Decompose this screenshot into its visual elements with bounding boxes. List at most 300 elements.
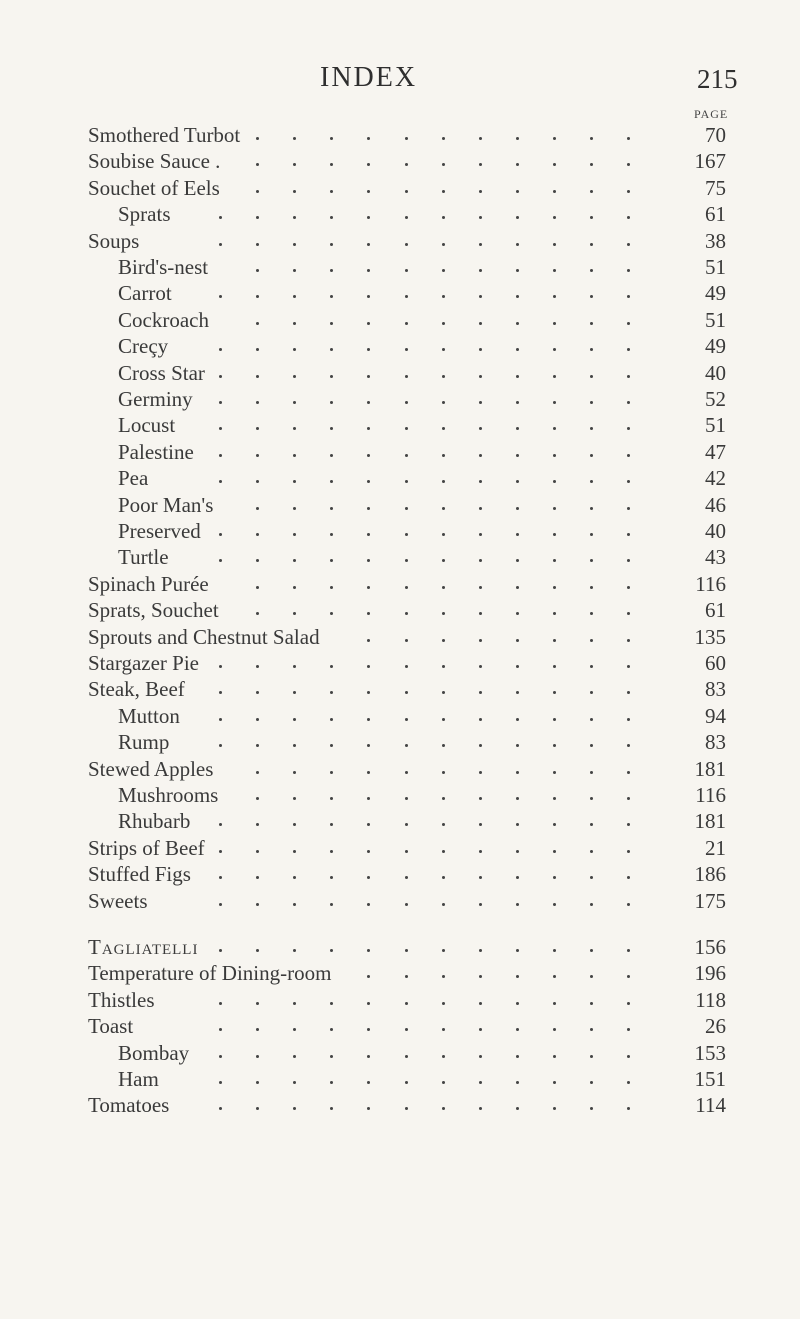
leader-dot <box>367 269 370 272</box>
leader-dot <box>293 876 296 879</box>
leader-dot <box>479 507 482 510</box>
leader-dot <box>590 744 593 747</box>
index-entry <box>0 386 800 412</box>
index-term: Ham <box>118 1067 159 1091</box>
leader-dot <box>479 163 482 166</box>
leader-dot <box>553 243 556 246</box>
leader-dot <box>627 975 630 978</box>
leader-dot <box>256 1028 259 1031</box>
leader-dot <box>256 586 259 589</box>
leader-dot <box>553 322 556 325</box>
dot-leader <box>0 808 660 834</box>
dot-leader <box>0 439 660 465</box>
leader-dot <box>516 876 519 879</box>
leader-dot <box>627 190 630 193</box>
leader-dot <box>516 718 519 721</box>
dot-leader <box>0 412 660 438</box>
leader-dot <box>330 1081 333 1084</box>
leader-dot <box>219 1107 222 1110</box>
leader-dot <box>219 559 222 562</box>
leader-dot <box>627 559 630 562</box>
index-entry <box>0 280 800 306</box>
leader-dot <box>627 243 630 246</box>
leader-dot <box>293 401 296 404</box>
leader-dot <box>367 639 370 642</box>
leader-dot <box>256 163 259 166</box>
leader-dot <box>330 533 333 536</box>
leader-dot <box>627 216 630 219</box>
leader-dot <box>553 401 556 404</box>
leader-dot <box>256 718 259 721</box>
leader-dot <box>627 1081 630 1084</box>
index-page-ref: 175 <box>694 888 726 913</box>
leader-dot <box>442 797 445 800</box>
index-term: Poor Man's <box>118 492 214 517</box>
leader-dot <box>367 691 370 694</box>
leader-dot <box>627 375 630 378</box>
leader-dot <box>442 454 445 457</box>
leader-dot <box>293 1107 296 1110</box>
leader-dot <box>367 797 370 800</box>
leader-dot <box>627 480 630 483</box>
index-page-ref: 116 <box>695 783 726 807</box>
leader-dot <box>367 1107 370 1110</box>
index-entry <box>0 201 800 227</box>
leader-dot <box>590 533 593 536</box>
leader-dot <box>627 823 630 826</box>
leader-dot <box>330 1028 333 1031</box>
index-term: Tagliatelli <box>88 935 199 959</box>
index-term: Stuffed Figs <box>88 862 191 887</box>
leader-dot <box>590 876 593 879</box>
index-page-ref: 186 <box>694 862 726 887</box>
index-entry <box>0 228 800 254</box>
index-page-ref: 153 <box>694 1040 726 1065</box>
index-page-ref: 70 <box>705 123 726 147</box>
leader-dot <box>516 639 519 642</box>
leader-dot <box>405 823 408 826</box>
leader-dot <box>627 1055 630 1058</box>
leader-dot <box>516 1002 519 1005</box>
leader-dot <box>293 243 296 246</box>
leader-dot <box>516 401 519 404</box>
index-entry <box>0 544 800 570</box>
leader-dot <box>256 949 259 952</box>
leader-dot <box>442 771 445 774</box>
leader-dot <box>405 665 408 668</box>
leader-dot <box>256 480 259 483</box>
leader-dot <box>293 1081 296 1084</box>
index-page-ref: 181 <box>694 809 726 834</box>
index-entry <box>0 960 800 986</box>
leader-dot <box>330 454 333 457</box>
leader-dot <box>442 823 445 826</box>
index-term: Toast <box>88 1014 134 1039</box>
leader-dot <box>330 1107 333 1110</box>
dot-leader <box>0 465 660 491</box>
leader-dot <box>256 507 259 510</box>
leader-dot <box>219 401 222 404</box>
index-page-ref: 47 <box>705 439 726 464</box>
leader-dot <box>367 295 370 298</box>
index-term: Pea <box>118 466 149 491</box>
leader-dot <box>516 269 519 272</box>
leader-dot <box>330 243 333 246</box>
leader-dot <box>590 797 593 800</box>
leader-dot <box>479 243 482 246</box>
leader-dot <box>627 876 630 879</box>
leader-dot <box>293 533 296 536</box>
leader-dot <box>405 243 408 246</box>
leader-dot <box>330 507 333 510</box>
index-page-ref: 167 <box>694 149 726 174</box>
index-term: Tomatoes <box>88 1093 170 1118</box>
leader-dot <box>516 586 519 589</box>
leader-dot <box>442 586 445 589</box>
leader-dot <box>330 348 333 351</box>
leader-dot <box>330 744 333 747</box>
leader-dot <box>553 903 556 906</box>
leader-dot <box>442 949 445 952</box>
leader-dot <box>367 559 370 562</box>
dot-leader <box>0 782 660 808</box>
leader-dot <box>516 949 519 952</box>
page-title: INDEX <box>320 62 418 93</box>
leader-dot <box>479 850 482 853</box>
leader-dot <box>405 348 408 351</box>
leader-dot <box>590 612 593 615</box>
leader-dot <box>405 559 408 562</box>
leader-dot <box>256 876 259 879</box>
index-term: Stewed Apples <box>88 756 214 781</box>
index-entry <box>0 934 800 960</box>
leader-dot <box>293 823 296 826</box>
index-term: Mutton <box>118 703 180 728</box>
leader-dot <box>293 163 296 166</box>
leader-dot <box>479 216 482 219</box>
leader-dot <box>405 454 408 457</box>
leader-dot <box>256 375 259 378</box>
leader-dot <box>590 1055 593 1058</box>
leader-dot <box>256 401 259 404</box>
dot-leader <box>0 333 660 359</box>
leader-dot <box>553 295 556 298</box>
leader-dot <box>219 949 222 952</box>
leader-dot <box>627 163 630 166</box>
leader-dot <box>405 771 408 774</box>
leader-dot <box>256 454 259 457</box>
leader-dot <box>590 190 593 193</box>
leader-dot <box>479 586 482 589</box>
leader-dot <box>367 190 370 193</box>
leader-dot <box>590 903 593 906</box>
leader-dot <box>553 454 556 457</box>
leader-dot <box>256 823 259 826</box>
leader-dot <box>516 1107 519 1110</box>
leader-dot <box>516 823 519 826</box>
leader-dot <box>442 163 445 166</box>
index-page-ref: 61 <box>705 598 726 623</box>
leader-dot <box>479 322 482 325</box>
leader-dot <box>479 1107 482 1110</box>
leader-dot <box>367 1002 370 1005</box>
leader-dot <box>590 1107 593 1110</box>
index-entry <box>0 597 800 623</box>
leader-dot <box>516 322 519 325</box>
leader-dot <box>590 1028 593 1031</box>
index-page-ref: 118 <box>695 987 726 1012</box>
leader-dot <box>405 163 408 166</box>
leader-dot <box>627 797 630 800</box>
index-entry <box>0 756 800 782</box>
leader-dot <box>367 771 370 774</box>
leader-dot <box>219 850 222 853</box>
leader-dot <box>256 744 259 747</box>
leader-dot <box>367 243 370 246</box>
leader-dot <box>553 1055 556 1058</box>
leader-dot <box>293 1055 296 1058</box>
leader-dot <box>516 507 519 510</box>
leader-dot <box>256 612 259 615</box>
leader-dot <box>256 190 259 193</box>
leader-dot <box>553 427 556 430</box>
leader-dot <box>293 454 296 457</box>
leader-dot <box>219 480 222 483</box>
leader-dot <box>293 718 296 721</box>
leader-dot <box>367 137 370 140</box>
leader-dot <box>330 559 333 562</box>
leader-dot <box>590 454 593 457</box>
leader-dot <box>405 1028 408 1031</box>
leader-dot <box>479 823 482 826</box>
leader-dot <box>219 744 222 747</box>
index-term: Carrot <box>118 281 172 306</box>
leader-dot <box>256 322 259 325</box>
index-term: Mushrooms <box>118 783 219 807</box>
index-entry <box>0 1066 800 1092</box>
leader-dot <box>367 401 370 404</box>
leader-dot <box>516 612 519 615</box>
leader-dot <box>479 612 482 615</box>
leader-dot <box>367 975 370 978</box>
leader-dot <box>330 401 333 404</box>
leader-dot <box>553 375 556 378</box>
leader-dot <box>219 1081 222 1084</box>
index-entry <box>0 1092 800 1118</box>
index-term: Thistles <box>88 987 155 1012</box>
leader-dot <box>405 949 408 952</box>
leader-dot <box>442 612 445 615</box>
leader-dot <box>293 949 296 952</box>
leader-dot <box>330 797 333 800</box>
index-entry <box>0 624 800 650</box>
leader-dot <box>627 639 630 642</box>
dot-leader <box>0 729 660 755</box>
leader-dot <box>553 691 556 694</box>
leader-dot <box>479 1055 482 1058</box>
leader-dot <box>367 375 370 378</box>
leader-dot <box>405 797 408 800</box>
index-term: Cross Star <box>118 360 205 385</box>
leader-dot <box>627 137 630 140</box>
leader-dot <box>627 744 630 747</box>
leader-dot <box>442 975 445 978</box>
leader-dot <box>367 612 370 615</box>
index-term: Strips of Beef <box>88 835 205 860</box>
dot-leader <box>0 544 660 570</box>
index-page-ref: 151 <box>694 1067 726 1091</box>
leader-dot <box>627 1107 630 1110</box>
leader-dot <box>516 771 519 774</box>
leader-dot <box>479 533 482 536</box>
leader-dot <box>405 691 408 694</box>
leader-dot <box>367 454 370 457</box>
leader-dot <box>293 322 296 325</box>
index-page-ref: 51 <box>705 255 726 279</box>
leader-dot <box>256 533 259 536</box>
index-entry <box>0 465 800 491</box>
index-page-ref: 61 <box>705 202 726 227</box>
leader-dot <box>367 949 370 952</box>
leader-dot <box>553 975 556 978</box>
leader-dot <box>367 903 370 906</box>
leader-dot <box>219 718 222 721</box>
leader-dot <box>330 216 333 219</box>
index-term: Soups <box>88 228 140 253</box>
leader-dot <box>405 480 408 483</box>
leader-dot <box>590 718 593 721</box>
leader-dot <box>553 718 556 721</box>
leader-dot <box>293 375 296 378</box>
leader-dot <box>367 718 370 721</box>
index-term: Steak, Beef <box>88 677 185 702</box>
leader-dot <box>627 348 630 351</box>
leader-dot <box>442 190 445 193</box>
leader-dot <box>553 744 556 747</box>
index-entry <box>0 888 800 914</box>
leader-dot <box>405 639 408 642</box>
leader-dot <box>330 771 333 774</box>
leader-dot <box>219 243 222 246</box>
leader-dot <box>627 691 630 694</box>
dot-leader <box>0 254 660 280</box>
leader-dot <box>219 348 222 351</box>
leader-dot <box>219 427 222 430</box>
leader-dot <box>293 427 296 430</box>
leader-dot <box>219 533 222 536</box>
leader-dot <box>405 975 408 978</box>
index-page-ref: 21 <box>705 835 726 860</box>
index-term: Souchet of Eels <box>88 175 220 200</box>
leader-dot <box>293 480 296 483</box>
leader-dot <box>479 975 482 978</box>
index-entry <box>0 729 800 755</box>
leader-dot <box>553 949 556 952</box>
index-page-ref: 75 <box>705 175 726 200</box>
leader-dot <box>479 797 482 800</box>
index-entry <box>0 148 800 174</box>
leader-dot <box>293 348 296 351</box>
index-entry <box>0 808 800 834</box>
leader-dot <box>219 903 222 906</box>
leader-dot <box>553 612 556 615</box>
leader-dot <box>442 1028 445 1031</box>
leader-dot <box>330 322 333 325</box>
index-term: Sprats, Souchet <box>88 598 219 623</box>
leader-dot <box>330 586 333 589</box>
leader-dot <box>627 322 630 325</box>
leader-dot <box>219 1002 222 1005</box>
leader-dot <box>293 771 296 774</box>
index-page-ref: 40 <box>705 519 726 543</box>
leader-dot <box>256 1107 259 1110</box>
leader-dot <box>516 975 519 978</box>
leader-dot <box>405 1055 408 1058</box>
leader-dot <box>590 427 593 430</box>
leader-dot <box>627 533 630 536</box>
leader-dot <box>516 454 519 457</box>
leader-dot <box>479 903 482 906</box>
index-term: Cockroach <box>118 307 209 332</box>
leader-dot <box>442 375 445 378</box>
leader-dot <box>219 1028 222 1031</box>
leader-dot <box>553 1107 556 1110</box>
leader-dot <box>590 975 593 978</box>
index-entry <box>0 703 800 729</box>
leader-dot <box>219 454 222 457</box>
leader-dot <box>405 375 408 378</box>
leader-dot <box>330 427 333 430</box>
index-page-ref: 46 <box>705 492 726 517</box>
leader-dot <box>367 322 370 325</box>
leader-dot <box>590 269 593 272</box>
leader-dot <box>479 771 482 774</box>
page-header <box>0 62 800 102</box>
leader-dot <box>442 507 445 510</box>
leader-dot <box>256 771 259 774</box>
index-term: Stargazer Pie <box>88 651 199 675</box>
leader-dot <box>293 586 296 589</box>
leader-dot <box>330 190 333 193</box>
leader-dot <box>516 1028 519 1031</box>
index-term: Bird's-nest <box>118 255 209 279</box>
leader-dot <box>516 375 519 378</box>
leader-dot <box>219 295 222 298</box>
index-entry <box>0 987 800 1013</box>
leader-dot <box>219 375 222 378</box>
leader-dot <box>256 427 259 430</box>
index-entry <box>0 175 800 201</box>
leader-dot <box>516 665 519 668</box>
leader-dot <box>293 559 296 562</box>
index-page-ref: 40 <box>705 360 726 385</box>
leader-dot <box>256 797 259 800</box>
leader-dot <box>330 295 333 298</box>
leader-dot <box>590 243 593 246</box>
leader-dot <box>627 718 630 721</box>
leader-dot <box>293 295 296 298</box>
leader-dot <box>219 876 222 879</box>
leader-dot <box>479 427 482 430</box>
index-term: Creçy <box>118 334 169 359</box>
leader-dot <box>627 427 630 430</box>
leader-dot <box>479 480 482 483</box>
index-page-ref: 83 <box>705 730 726 755</box>
leader-dot <box>256 269 259 272</box>
leader-dot <box>516 903 519 906</box>
leader-dot <box>553 586 556 589</box>
leader-dot <box>330 612 333 615</box>
